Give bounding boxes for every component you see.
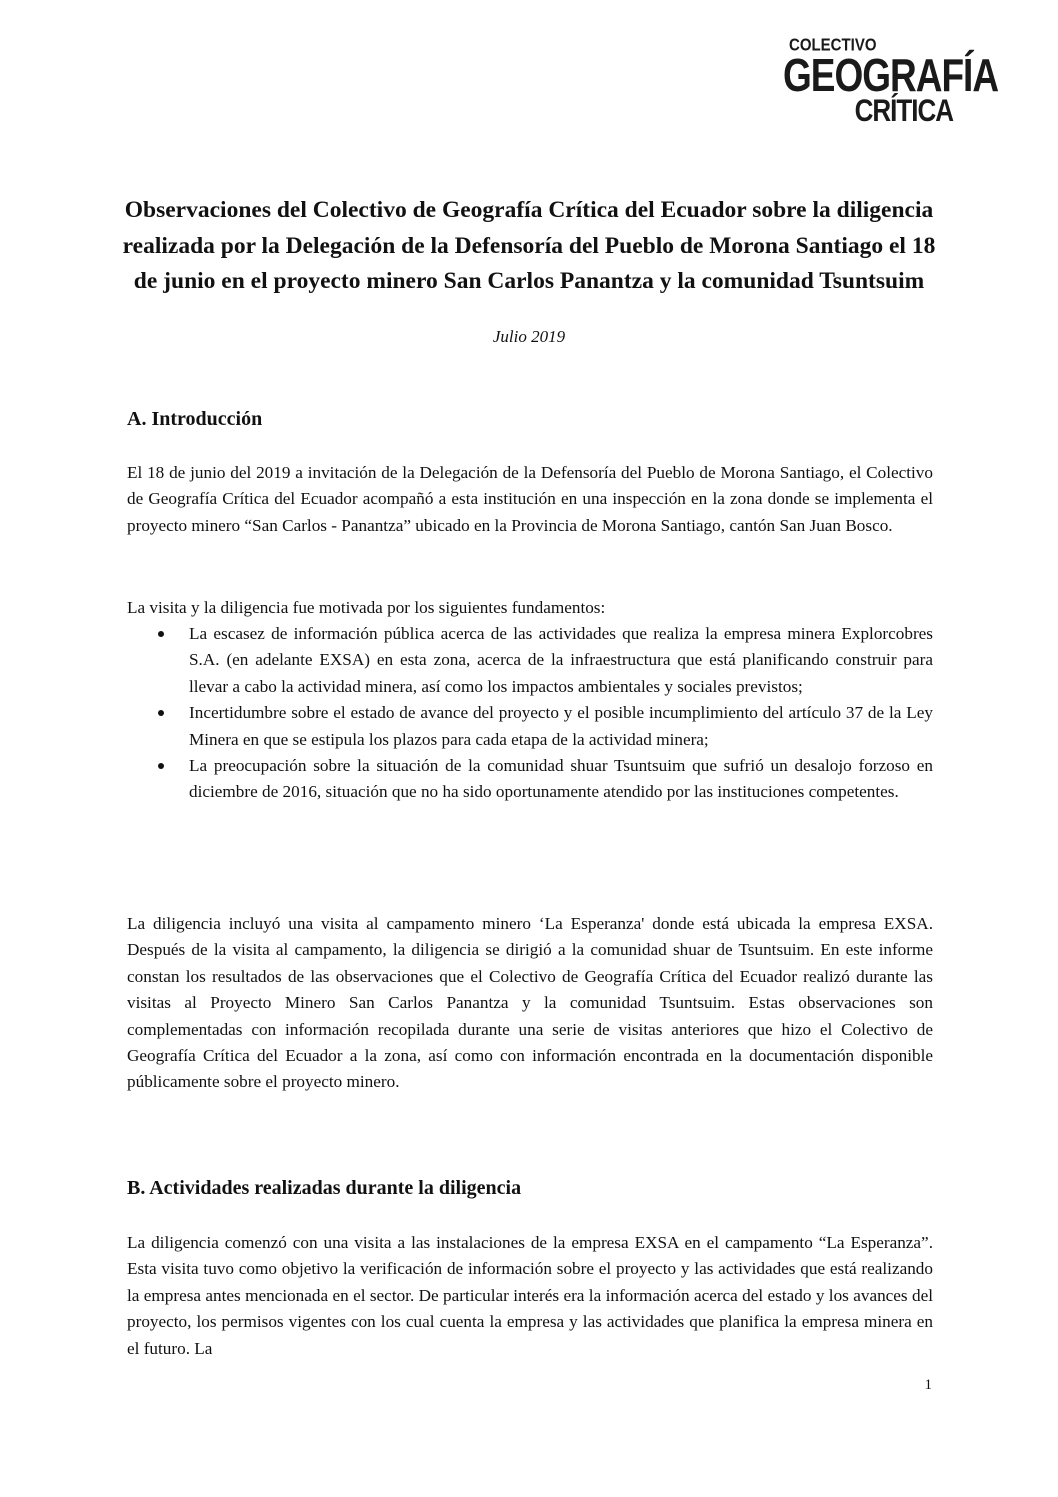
bullet-icon (158, 710, 164, 716)
bullet-icon (158, 763, 164, 769)
page-number: 1 (924, 1377, 932, 1393)
activities-paragraph: La diligencia comenzó con una visita a las instalaciones de la empresa EXSA en el campamento “La Esperanza”. Esta visita tuvo como objetivo la verificación de información sobre el proyecto y las actividades que está realizando la empresa antes mencionada en el sector. De particular interés era la información acerca del estado y los avances del proyecto, los permisos vigentes con los cual cuenta la empresa y las actividades que planifica la empresa minera en el futuro. La (127, 1233, 933, 1358)
intro-paragraph: El 18 de junio del 2019 a invitación de la Delegación de la Defensoría del Pueblo de Morona Santiago, el Colectivo de Geografía Crítica del Ecuador acompañó a esta institución en una inspección en la zona donde se implementa el proyecto minero “San Carlos - Panantza” ubicado en la Provincia de Morona Santiago, cantón San Juan Bosco. (127, 463, 933, 535)
logo-line-colectivo: COLECTIVO (789, 35, 877, 56)
list-item-text: Incertidumbre sobre el estado de avance del proyecto y el posible incumplimiento del artículo 37 de la Ley Minera en que se estipula los plazos para cada etapa de la actividad minera; (189, 703, 933, 749)
list-item (127, 621, 933, 700)
section-b-heading: B. Actividades realizadas durante la diligencia (127, 1177, 522, 1199)
list-item (127, 753, 933, 806)
document-title: Observaciones del Colectivo de Geografía Crítica del Ecuador sobre la diligencia realizada por la Delegación de la Defensoría del Pueblo de Morona Santiago el 18 de junio en el proyecto minero San Carlos Panantza y la comunidad Tsuntsuim (122, 197, 936, 294)
bullet-icon (158, 631, 164, 637)
logo-line-geografia: GEOGRAFÍA (783, 49, 999, 102)
list-item-text: La escasez de información pública acerca de las actividades que realiza la empresa minera Explorcobres S.A. (en adelante EXSA) en esta zona, acerca de la infraestructura que está planificando construir para llevar a cabo la actividad minera, así como los impactos ambientales y sociales previstos; (189, 624, 933, 696)
section-a-heading: A. Introducción (127, 408, 263, 430)
logo-line-critica: CRÍTICA (854, 92, 953, 128)
list-item-text: La preocupación sobre la situación de la comunidad shuar Tsuntsuim que sufrió un desalojo forzoso en diciembre de 2016, situación que no ha sido oportunamente atendido por las instituciones competentes. (189, 756, 933, 802)
collective-logo (783, 35, 999, 128)
visit-paragraph: La diligencia incluyó una visita al campamento minero ‘La Esperanza' donde está ubicada la empresa EXSA. Después de la visita al campamento, la diligencia se dirigió a la comunidad shuar de Tsuntsuim. En este informe constan los resultados de las observaciones que el Colectivo de Geografía Crítica del Ecuador realizó durante las visitas al Proyecto Minero San Carlos Panantza y la comunidad Tsuntsuim. Estas observaciones son complementadas con información recopilada durante una serie de visitas anteriores que hizo el Colectivo de Geografía Crítica del Ecuador a la zona, así como con información encontrada en la documentación disponible públicamente sobre el proyecto minero. (127, 914, 933, 1092)
list-item (127, 700, 933, 753)
document-date: Julio 2019 (492, 327, 566, 346)
motivation-list (127, 621, 933, 806)
motivation-paragraph: La visita y la diligencia fue motivada por los siguientes fundamentos: (127, 598, 606, 617)
